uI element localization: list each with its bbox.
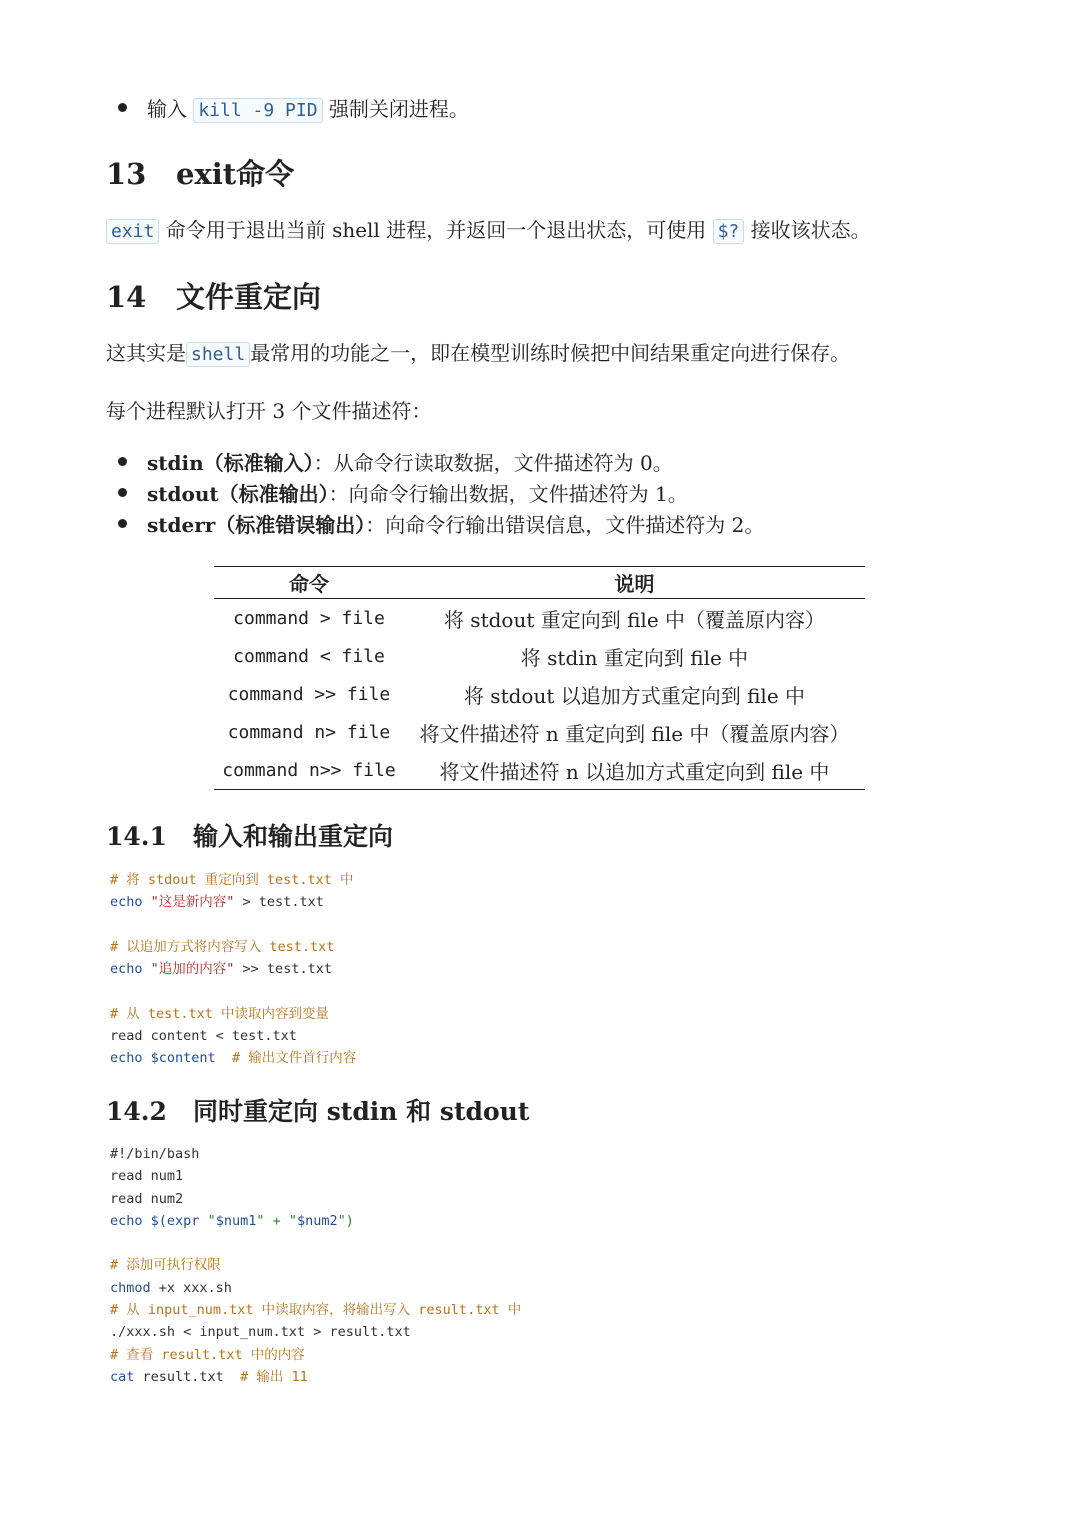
bullet-dot (118, 519, 127, 528)
table-row (214, 599, 865, 638)
section-number: 13 (106, 157, 147, 191)
subsection-title: 同时重定向 stdin 和 stdout (193, 1097, 530, 1126)
code-keyword: echo (110, 1050, 143, 1067)
subsection-title: 输入和输出重定向 (193, 822, 394, 851)
redirection-table (214, 566, 865, 790)
code-keyword: echo (110, 1212, 143, 1229)
table-cell-command: command n>> file (214, 751, 404, 790)
code-keyword: expr (166, 1212, 200, 1229)
code-string: " + " (256, 1212, 297, 1229)
section-title: exit命令 (176, 157, 295, 191)
list-desc: ：向命令行输出错误信息，文件描述符为 2。 (365, 513, 765, 537)
table-row (214, 637, 865, 675)
code-comment: # 以追加方式将内容写入 test.txt (110, 938, 335, 955)
code-comment: # 输出 11 (240, 1368, 308, 1385)
subsection-number: 14.1 (106, 822, 167, 851)
inline-code: $? (713, 219, 745, 244)
table-cell-command: command n> file (227, 721, 391, 743)
code-comment: # 输出文件首行内容 (231, 1050, 357, 1067)
table-cell-command: command >> file (227, 683, 391, 705)
code-keyword: chmod (110, 1279, 151, 1296)
table-cell-desc: 将 stdout 重定向到 file 中（覆盖原内容） (443, 607, 826, 632)
section-heading (106, 275, 321, 316)
bullet-text: 强制关闭进程。 (328, 97, 469, 121)
table-row (214, 751, 865, 790)
paragraph-text: 这其实是 (106, 341, 186, 365)
code-text: >> test.txt (234, 961, 332, 978)
table-row (214, 713, 865, 751)
list-term: stdin（标准输入） (147, 451, 314, 475)
code-keyword: $( (150, 1212, 167, 1229)
list-item (118, 511, 764, 539)
paragraph-text: 命令用于退出当前 shell 进程，并返回一个退出状态，可使用 (165, 218, 707, 242)
list-item (118, 480, 688, 508)
code-text: read content < test.txt (110, 1028, 297, 1045)
table-cell-desc: 将文件描述符 n 以追加方式重定向到 file 中 (404, 751, 865, 790)
code-comment: # 从 input_num.txt 中读取内容，将输出写入 result.txt 中 (110, 1302, 522, 1319)
code-string: "这是新内容" (150, 894, 235, 911)
code-string: "追加的内容" (150, 961, 235, 978)
table-row (214, 675, 865, 713)
section-heading (106, 152, 294, 193)
code-comment: # 查看 result.txt 中的内容 (110, 1346, 305, 1363)
code-text: > test.txt (234, 894, 324, 911)
list-term: stderr（标准错误输出） (147, 513, 366, 537)
list-desc: ：从命令行读取数据，文件描述符为 0。 (313, 451, 673, 475)
list-desc: ：向命令行输出数据，文件描述符为 1。 (328, 482, 688, 506)
paragraph (106, 339, 850, 369)
paragraph-text: 接收该状态。 (750, 218, 871, 242)
subsection-heading (106, 817, 393, 853)
section-number: 14 (106, 280, 147, 314)
code-string: ") (337, 1212, 354, 1229)
bullet-dot (118, 457, 127, 466)
paragraph (106, 216, 871, 246)
code-text: read num1 (110, 1168, 184, 1185)
list-term: stdout（标准输出） (147, 482, 329, 506)
code-text: +x xxx.sh (150, 1279, 232, 1296)
table-cell-command: command > file (233, 607, 385, 629)
section-title: 文件重定向 (176, 280, 322, 314)
inline-code: kill -9 PID (193, 98, 322, 123)
code-comment: # 从 test.txt 中读取内容到变量 (110, 1005, 330, 1022)
subsection-number: 14.2 (106, 1097, 167, 1126)
bullet-dot (118, 488, 127, 497)
table-cell-desc: 将 stdin 重定向到 file 中 (520, 645, 749, 670)
subsection-heading (106, 1092, 529, 1128)
code-keyword: echo (110, 961, 143, 978)
table-header-row (214, 567, 865, 599)
code-text: #!/bin/bash (110, 1146, 200, 1162)
code-string: " (199, 1212, 216, 1229)
code-variable: $content (150, 1050, 216, 1067)
code-variable: $num2 (296, 1212, 338, 1229)
code-text: read num2 (110, 1190, 184, 1207)
code-keyword: echo (110, 894, 143, 911)
table-cell-desc: 将 stdout 以追加方式重定向到 file 中 (463, 683, 806, 708)
table-cell-command: command < file (233, 645, 385, 667)
list-item (118, 449, 673, 477)
paragraph-text: 最常用的功能之一，即在模型训练时候把中间结果重定向进行保存。 (250, 341, 851, 365)
code-comment: # 添加可执行权限 (110, 1257, 221, 1274)
bullet-dot (118, 103, 127, 112)
table-header: 说明 (404, 567, 865, 599)
code-text: result.txt (134, 1368, 224, 1385)
table-header: 命令 (214, 567, 404, 599)
code-block (110, 1143, 521, 1388)
table-cell-desc: 将文件描述符 n 重定向到 file 中（覆盖原内容） (419, 721, 850, 746)
intro-bullet (118, 95, 469, 125)
code-keyword: cat (110, 1368, 135, 1385)
paragraph: 每个进程默认打开 3 个文件描述符： (106, 399, 432, 423)
inline-code: shell (186, 342, 250, 367)
code-comment: # 将 stdout 重定向到 test.txt 中 (110, 872, 354, 888)
code-variable: $num1 (215, 1212, 257, 1229)
code-text: ./xxx.sh < input_num.txt > result.txt (110, 1324, 411, 1341)
bullet-text: 输入 (147, 97, 187, 121)
code-block (110, 869, 356, 1070)
inline-code: exit (106, 219, 159, 244)
